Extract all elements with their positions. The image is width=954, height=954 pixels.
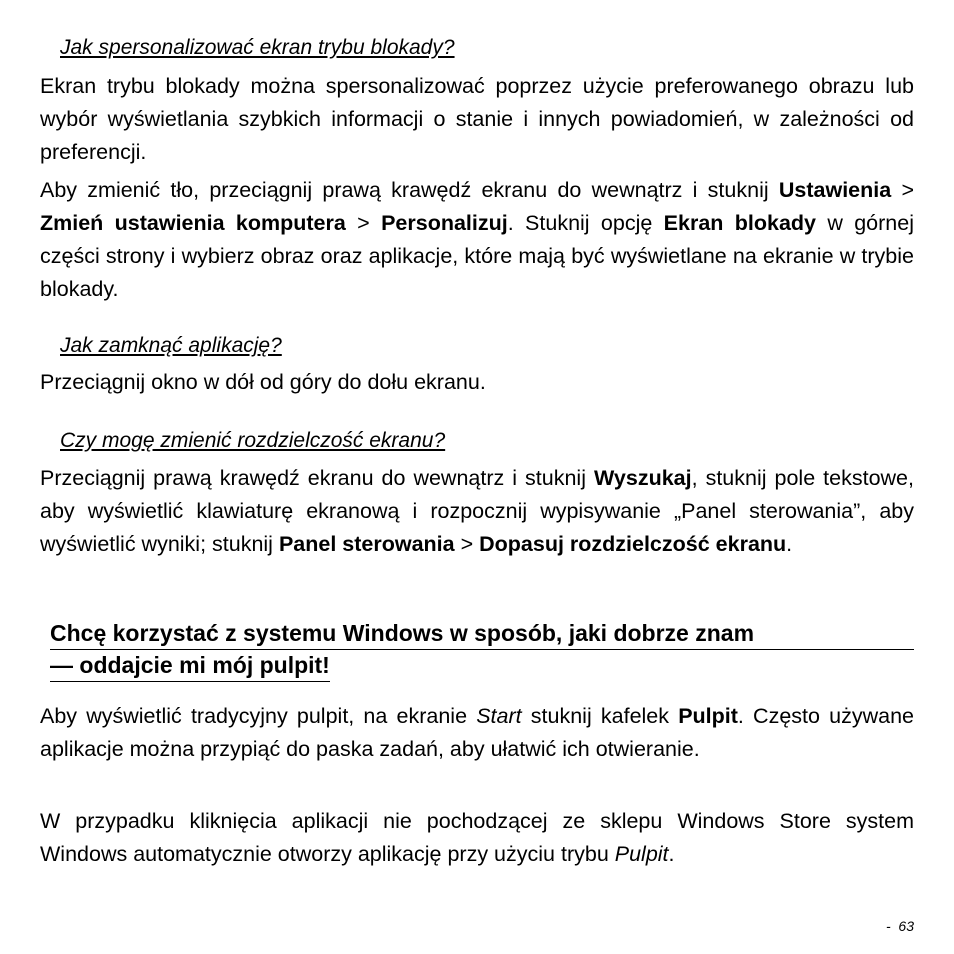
italic-start: Start <box>476 704 522 728</box>
page-footer <box>886 918 914 934</box>
page-number: 63 <box>898 918 914 934</box>
bold-desktop-tile: Pulpit <box>678 704 738 728</box>
paragraph-desktop-mode: W przypadku kliknięcia aplikacji nie pochodzącej ze sklepu Windows Store system Windows automatycznie otworzy aplikację przy użyciu trybu Pulpit. <box>40 809 914 866</box>
bold-adjust-resolution: Dopasuj rozdzielczość ekranu <box>479 532 787 556</box>
bold-settings: Ustawienia <box>778 178 892 202</box>
bold-lock-screen: Ekran blokady <box>663 211 816 235</box>
paragraph-desktop-intro: Aby wyświetlić tradycyjny pulpit, na ekranie Start stuknij kafelek Pulpit. Często używane aplikacje można przypiąć do paska zadań, aby ułatwić ich otwieranie. <box>40 704 914 761</box>
question-heading-resolution: Czy mogę zmienić rozdzielczość ekranu? <box>60 429 446 452</box>
italic-desktop: Pulpit <box>614 842 669 866</box>
paragraph-resolution: Przeciągnij prawą krawędź ekranu do wewnątrz i stuknij Wyszukaj, stuknij pole tekstowe, aby wyświetlić klawiaturę ekranową i rozpocznij wypisywanie „Panel sterowania”, aby wyświetlić wyniki; stuknij Panel sterowania > Dopasuj rozdzielczość ekranu. <box>40 466 914 556</box>
footer-dash: - <box>885 918 891 934</box>
question-heading-lock-screen: Jak spersonalizować ekran trybu blokady? <box>60 36 455 59</box>
bold-personalize: Personalizuj <box>381 211 508 235</box>
question-heading-close-app: Jak zamknąć aplikację? <box>60 334 282 357</box>
section-heading-desktop: Chcę korzystać z systemu Windows w sposób, jaki dobrze znam — oddajcie mi mój pulpit! <box>50 618 914 682</box>
paragraph-lock-screen-steps: Aby zmienić tło, przeciągnij prawą krawędź ekranu do wewnątrz i stuknij Ustawienia > Zmień ustawienia komputera > Personalizuj. Stuknij opcję Ekran blokady w górnej części strony i wybierz obraz oraz aplikacje, które mają być wyświetlane na ekranie w trybie blokady. <box>40 178 915 301</box>
bold-change-pc-settings: Zmień ustawienia komputera <box>40 211 346 235</box>
paragraph-close-app: Przeciągnij okno w dół od góry do dołu ekranu. <box>40 370 486 394</box>
bold-search: Wyszukaj <box>594 466 692 490</box>
paragraph-lock-screen-intro: Ekran trybu blokady można spersonalizować poprzez użycie preferowanego obrazu lub wybór wyświetlania szybkich informacji o stanie i innych powiadomień, w zależności od preferencji. <box>40 74 914 164</box>
bold-control-panel: Panel sterowania <box>278 532 455 556</box>
